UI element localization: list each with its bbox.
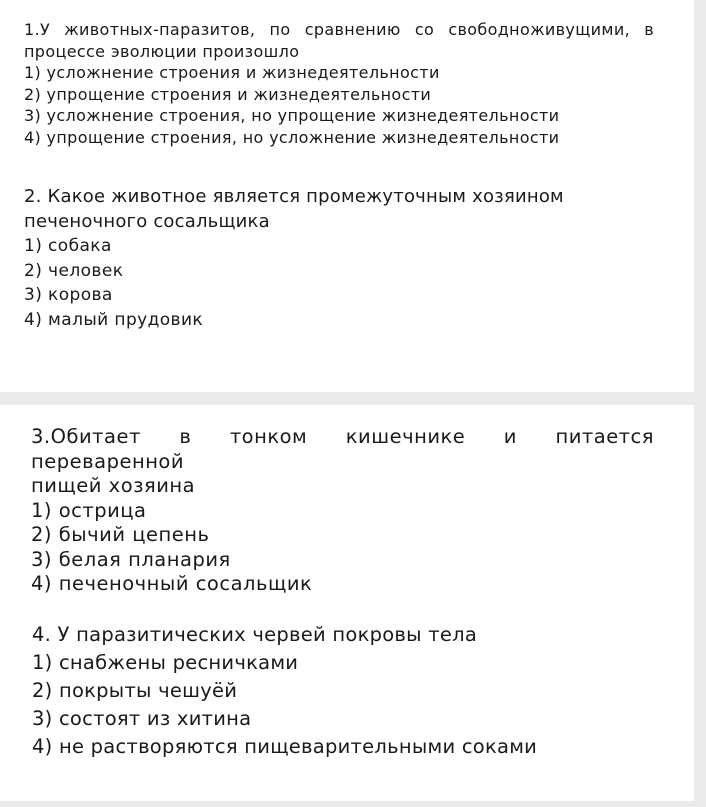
question-4: [32, 621, 537, 761]
question-1-text-line-1: 1.У животных-паразитов, по сравнению со свободноживущими, в: [24, 20, 654, 39]
question-1-option-2: 2) упрощение строения и жизнедеятельности: [24, 84, 432, 104]
question-3-text-line-2: пищей хозяина: [31, 474, 196, 497]
question-3-option-1: 1) острица: [31, 498, 147, 522]
question-4-option-4: 4) не растворяются пищеварительными соками: [32, 735, 538, 758]
question-2-text-line-2: печеночного сосальщика: [24, 211, 270, 232]
question-3-text-line-1: 3.Обитает в тонком кишечнике и питается переваренной: [31, 425, 654, 473]
question-2-text-line-1: 2. Какое животное является промежуточным хозяином: [24, 186, 564, 207]
question-4-option-2: 2) покрыты чешуёй: [32, 679, 238, 702]
question-2-option-1: 1) собака: [24, 236, 112, 256]
question-3: [31, 425, 654, 597]
question-1-option-1: 1) усложнение строения и жизнедеятельности: [24, 63, 440, 82]
question-1-option-3: 3) усложнение строения, но упрощение жизнедеятельности: [24, 106, 560, 125]
question-4-option-1: 1) снабжены ресничками: [32, 651, 299, 674]
question-3-option-2: 2) бычий цепень: [31, 523, 210, 546]
question-4-text-line-1: 4. У паразитических червей покровы тела: [32, 623, 478, 646]
question-3-option-4: 4) печеночный сосальщик: [31, 572, 313, 595]
question-1: [24, 19, 654, 148]
question-2-option-2: 2) человек: [24, 260, 124, 281]
question-4-option-3: 3) состоят из хитина: [32, 707, 252, 730]
question-2: [24, 184, 564, 332]
question-1-option-4: 4) упрощение строения, но усложнение жизнедеятельности: [24, 127, 560, 147]
question-1-text-line-2: процессе эволюции произошло: [24, 41, 300, 61]
question-2-option-4: 4) малый прудовик: [24, 309, 204, 330]
question-2-option-3: 3) корова: [24, 285, 113, 305]
question-3-option-3: 3) белая планария: [31, 547, 231, 571]
